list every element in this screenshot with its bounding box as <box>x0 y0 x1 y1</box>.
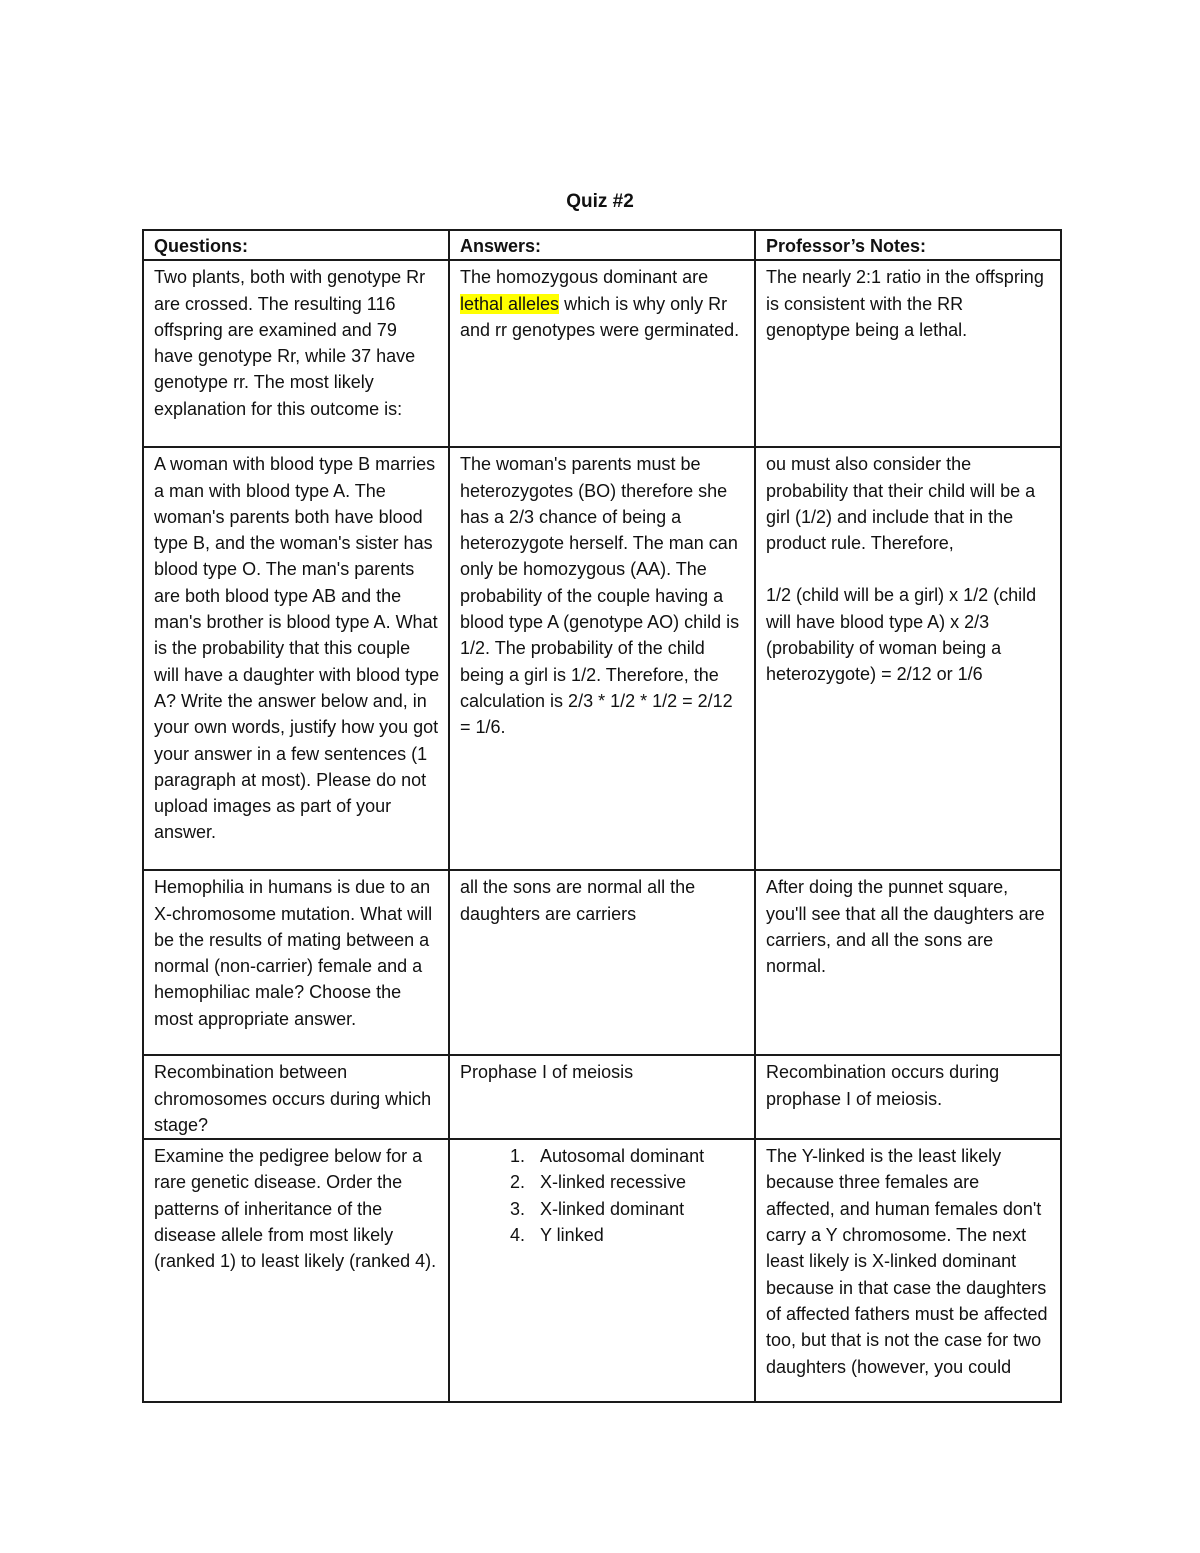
list-item: 2. X-linked recessive <box>530 1169 746 1195</box>
question-cell: Two plants, both with genotype Rr are crossed. The resulting 116 offspring are examined and 79 have genotype Rr, while 37 have genotype rr. The most likely explanation for this outcome is: <box>143 260 449 447</box>
answer-cell: The woman's parents must be heterozygotes (BO) therefore she has a 2/3 chance of being a heterozygote herself. The man can only be homozygous (AA). The probability of the couple having a blood type A (genotype AO) child is 1/2. The probability of the child being a girl is 1/2. Therefore, the calculation is 2/3 * 1/2 * 1/2 = 2/12 = 1/6. <box>449 447 755 870</box>
list-item: 4. Y linked <box>530 1222 746 1248</box>
answer-text: which is why only Rr and rr genotypes were germinated. <box>460 293 740 340</box>
answer-cell: Prophase I of meiosis <box>449 1055 755 1139</box>
ranked-answer-list <box>460 1143 746 1248</box>
note-cell: Recombination occurs during prophase I of meiosis. <box>755 1055 1061 1139</box>
question-cell: Recombination between chromosomes occurs during which stage? <box>143 1055 449 1139</box>
answer-cell <box>449 1139 755 1402</box>
table-row <box>143 1139 1061 1402</box>
page-title: Quiz #2 <box>566 191 634 212</box>
question-cell: Examine the pedigree below for a rare genetic disease. Order the patterns of inheritance of the disease allele from most likely (ranked 1) to least likely (ranked 4). <box>143 1139 449 1402</box>
answer-cell: all the sons are normal all the daughters are carriers <box>449 870 755 1055</box>
note-cell: After doing the punnet square, you'll see that all the daughters are carriers, and all the sons are normal. <box>755 870 1061 1055</box>
note-cell: The nearly 2:1 ratio in the offspring is consistent with the RR genoptype being a lethal. <box>755 260 1061 447</box>
answer-text: The homozygous dominant are <box>460 267 709 288</box>
notes-header: Professor’s Notes: <box>755 230 1061 260</box>
list-item: 3. X-linked dominant <box>530 1196 746 1222</box>
note-cell: The Y-linked is the least likely because three females are affected, and human females don't carry a Y chromosome. The next least likely is X-linked dominant because in that case the daughters of affected fathers must be affected too, but that is not the case for two daughters (however, you could <box>755 1139 1061 1402</box>
highlighted-text: lethal alleles <box>460 293 560 314</box>
question-cell: A woman with blood type B marries a man with blood type A. The woman's parents both have blood type B, and the woman's sister has blood type O. The man's parents are both blood type AB and the man's brother is blood type A. What is the probability that this couple will have a daughter with blood type A? Write the answer below and, in your own words, justify how you got your answer in a few sentences (1 paragraph at most). Please do not upload images as part of your answer. <box>143 447 449 870</box>
note-paragraph: 1/2 (child will be a girl) x 1/2 (child will have blood type A) x 2/3 (probability of woman being a heterozygote) = 2/12 or 1/6 <box>766 585 1037 685</box>
table-row <box>143 1055 1061 1139</box>
questions-header: Questions: <box>143 230 449 260</box>
list-item: 1. Autosomal dominant <box>530 1143 746 1169</box>
header-row <box>143 230 1061 260</box>
table-row <box>143 260 1061 447</box>
note-paragraph: ou must also consider the probability that their child will be a girl (1/2) and include that in the product rule. Therefore, <box>766 454 1036 554</box>
table-row <box>143 447 1061 870</box>
answer-cell <box>449 260 755 447</box>
table-row <box>143 870 1061 1055</box>
question-cell: Hemophilia in humans is due to an X-chromosome mutation. What will be the results of mating between a normal (non-carrier) female and a hemophiliac male? Choose the most appropriate answer. <box>143 870 449 1055</box>
note-cell <box>755 447 1061 870</box>
quiz-table <box>142 229 1062 1403</box>
answers-header: Answers: <box>449 230 755 260</box>
